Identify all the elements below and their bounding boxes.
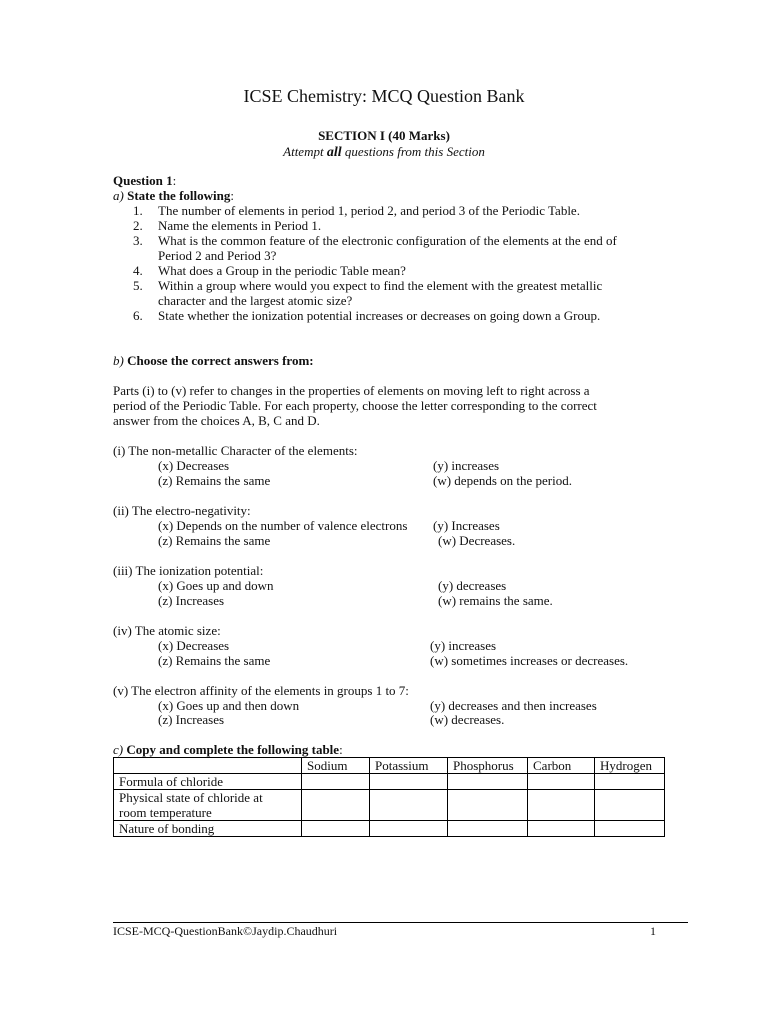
instruction-emphasis: all bbox=[326, 145, 342, 160]
table-row bbox=[114, 821, 665, 837]
mcq-stem: (ii) The electro-negativity: bbox=[113, 503, 251, 518]
question-colon: : bbox=[172, 173, 177, 188]
footer-rule bbox=[113, 922, 688, 923]
list-number: 6. bbox=[133, 308, 143, 323]
table-cell bbox=[448, 790, 528, 821]
part-b-heading bbox=[113, 353, 314, 368]
list-item-text: What is the common feature of the electronic configuration of the elements at the end of bbox=[158, 233, 617, 248]
list-item-text: character and the largest atomic size? bbox=[158, 293, 353, 308]
page-title: ICSE Chemistry: MCQ Question Bank bbox=[243, 86, 525, 106]
table-row-label bbox=[114, 790, 302, 821]
table-corner-cell bbox=[114, 758, 302, 774]
table-cell bbox=[370, 790, 448, 821]
page-number: 1 bbox=[650, 924, 656, 938]
list-item-text: Name the elements in Period 1. bbox=[158, 218, 322, 233]
table-header-row bbox=[114, 758, 665, 774]
table-header-cell: Phosphorus bbox=[448, 758, 528, 774]
table-header-cell: Carbon bbox=[528, 758, 595, 774]
list-number: 1. bbox=[133, 203, 143, 218]
table-cell bbox=[370, 821, 448, 837]
instruction-post: questions from this Section bbox=[341, 144, 485, 159]
section-heading: SECTION I (40 Marks) bbox=[318, 128, 450, 143]
part-b-letter: b) bbox=[113, 353, 124, 368]
part-c-heading-text: Copy and complete the following table bbox=[126, 742, 340, 757]
part-b-intro-line: period of the Periodic Table. For each property, choose the letter corresponding to the correct bbox=[113, 398, 597, 413]
table-cell bbox=[528, 774, 595, 790]
table-cell bbox=[528, 790, 595, 821]
list-number: 3. bbox=[133, 233, 143, 248]
part-a-heading-text: State the following bbox=[127, 188, 231, 203]
mcq-option-w: (w) decreases. bbox=[430, 712, 505, 727]
table-cell bbox=[302, 821, 370, 837]
part-a-heading bbox=[113, 188, 234, 203]
part-c-letter: c) bbox=[113, 742, 124, 757]
question-label bbox=[113, 173, 176, 188]
mcq-option-x: (x) Decreases bbox=[158, 458, 230, 473]
list-item-text: Within a group where would you expect to find the element with the greatest metallic bbox=[158, 278, 603, 293]
mcq-option-z: (z) Increases bbox=[158, 712, 225, 727]
list-number: 2. bbox=[133, 218, 143, 233]
mcq-option-w: (w) sometimes increases or decreases. bbox=[430, 653, 629, 668]
table-row-label: Nature of bonding bbox=[114, 821, 302, 837]
list-item-text: The number of elements in period 1, period 2, and period 3 of the Periodic Table. bbox=[158, 203, 580, 218]
table-cell bbox=[595, 774, 665, 790]
part-a-letter: a) bbox=[113, 188, 124, 203]
table-cell bbox=[595, 790, 665, 821]
chloride-table bbox=[113, 757, 665, 837]
table-cell bbox=[370, 774, 448, 790]
question-label-text: Question 1 bbox=[113, 173, 173, 188]
mcq-option-z: (z) Remains the same bbox=[158, 533, 271, 548]
mcq-option-z: (z) Remains the same bbox=[158, 473, 271, 488]
table-header-cell: Hydrogen bbox=[595, 758, 665, 774]
table-row-label-line: room temperature bbox=[119, 805, 212, 820]
part-a-colon: : bbox=[230, 188, 234, 203]
table-row-label: Formula of chloride bbox=[114, 774, 302, 790]
table-row-label-line: Physical state of chloride at bbox=[119, 790, 263, 805]
footer-copyright: ICSE-MCQ-QuestionBank©Jaydip.Chaudhuri bbox=[113, 924, 338, 938]
part-c-heading bbox=[113, 742, 343, 757]
table-cell bbox=[528, 821, 595, 837]
part-b-intro-line: answer from the choices A, B, C and D. bbox=[113, 413, 320, 428]
mcq-option-y: (y) increases bbox=[433, 458, 500, 473]
table-row bbox=[114, 774, 665, 790]
list-number: 5. bbox=[133, 278, 143, 293]
list-number: 4. bbox=[133, 263, 143, 278]
mcq-option-z: (z) Increases bbox=[158, 593, 225, 608]
mcq-option-w: (w) depends on the period. bbox=[433, 473, 572, 488]
mcq-option-y: (y) Increases bbox=[433, 518, 500, 533]
mcq-stem: (iii) The ionization potential: bbox=[113, 563, 264, 578]
mcq-stem: (i) The non-metallic Character of the elements: bbox=[113, 443, 358, 458]
part-b-heading-text: Choose the correct answers from: bbox=[127, 353, 314, 368]
list-item-text: State whether the ionization potential increases or decreases on going down a Group. bbox=[158, 308, 601, 323]
table-cell bbox=[448, 821, 528, 837]
mcq-option-z: (z) Remains the same bbox=[158, 653, 271, 668]
mcq-option-y: (y) decreases and then increases bbox=[430, 698, 597, 713]
mcq-stem: (v) The electron affinity of the elements in groups 1 to 7: bbox=[113, 683, 409, 698]
mcq-option-x: (x) Depends on the number of valence electrons bbox=[158, 518, 408, 533]
mcq-option-x: (x) Decreases bbox=[158, 638, 230, 653]
part-b-intro-line: Parts (i) to (v) refer to changes in the properties of elements on moving left to right across a bbox=[113, 383, 590, 398]
mcq-option-w: (w) remains the same. bbox=[438, 593, 553, 608]
mcq-option-y: (y) increases bbox=[430, 638, 497, 653]
list-item-text: Period 2 and Period 3? bbox=[158, 248, 277, 263]
table-cell bbox=[302, 790, 370, 821]
mcq-option-y: (y) decreases bbox=[438, 578, 507, 593]
table-header-cell: Potassium bbox=[370, 758, 448, 774]
mcq-option-x: (x) Goes up and down bbox=[158, 578, 274, 593]
mcq-option-w: (w) Decreases. bbox=[438, 533, 516, 548]
table-row bbox=[114, 790, 665, 821]
table-cell bbox=[302, 774, 370, 790]
part-c-colon: : bbox=[339, 742, 343, 757]
table-cell bbox=[448, 774, 528, 790]
mcq-option-x: (x) Goes up and then down bbox=[158, 698, 300, 713]
table-header-cell: Sodium bbox=[302, 758, 370, 774]
section-instruction bbox=[0, 144, 768, 160]
instruction-pre: Attempt bbox=[283, 144, 327, 159]
table-cell bbox=[595, 821, 665, 837]
list-item-text: What does a Group in the periodic Table mean? bbox=[158, 263, 406, 278]
mcq-stem: (iv) The atomic size: bbox=[113, 623, 221, 638]
